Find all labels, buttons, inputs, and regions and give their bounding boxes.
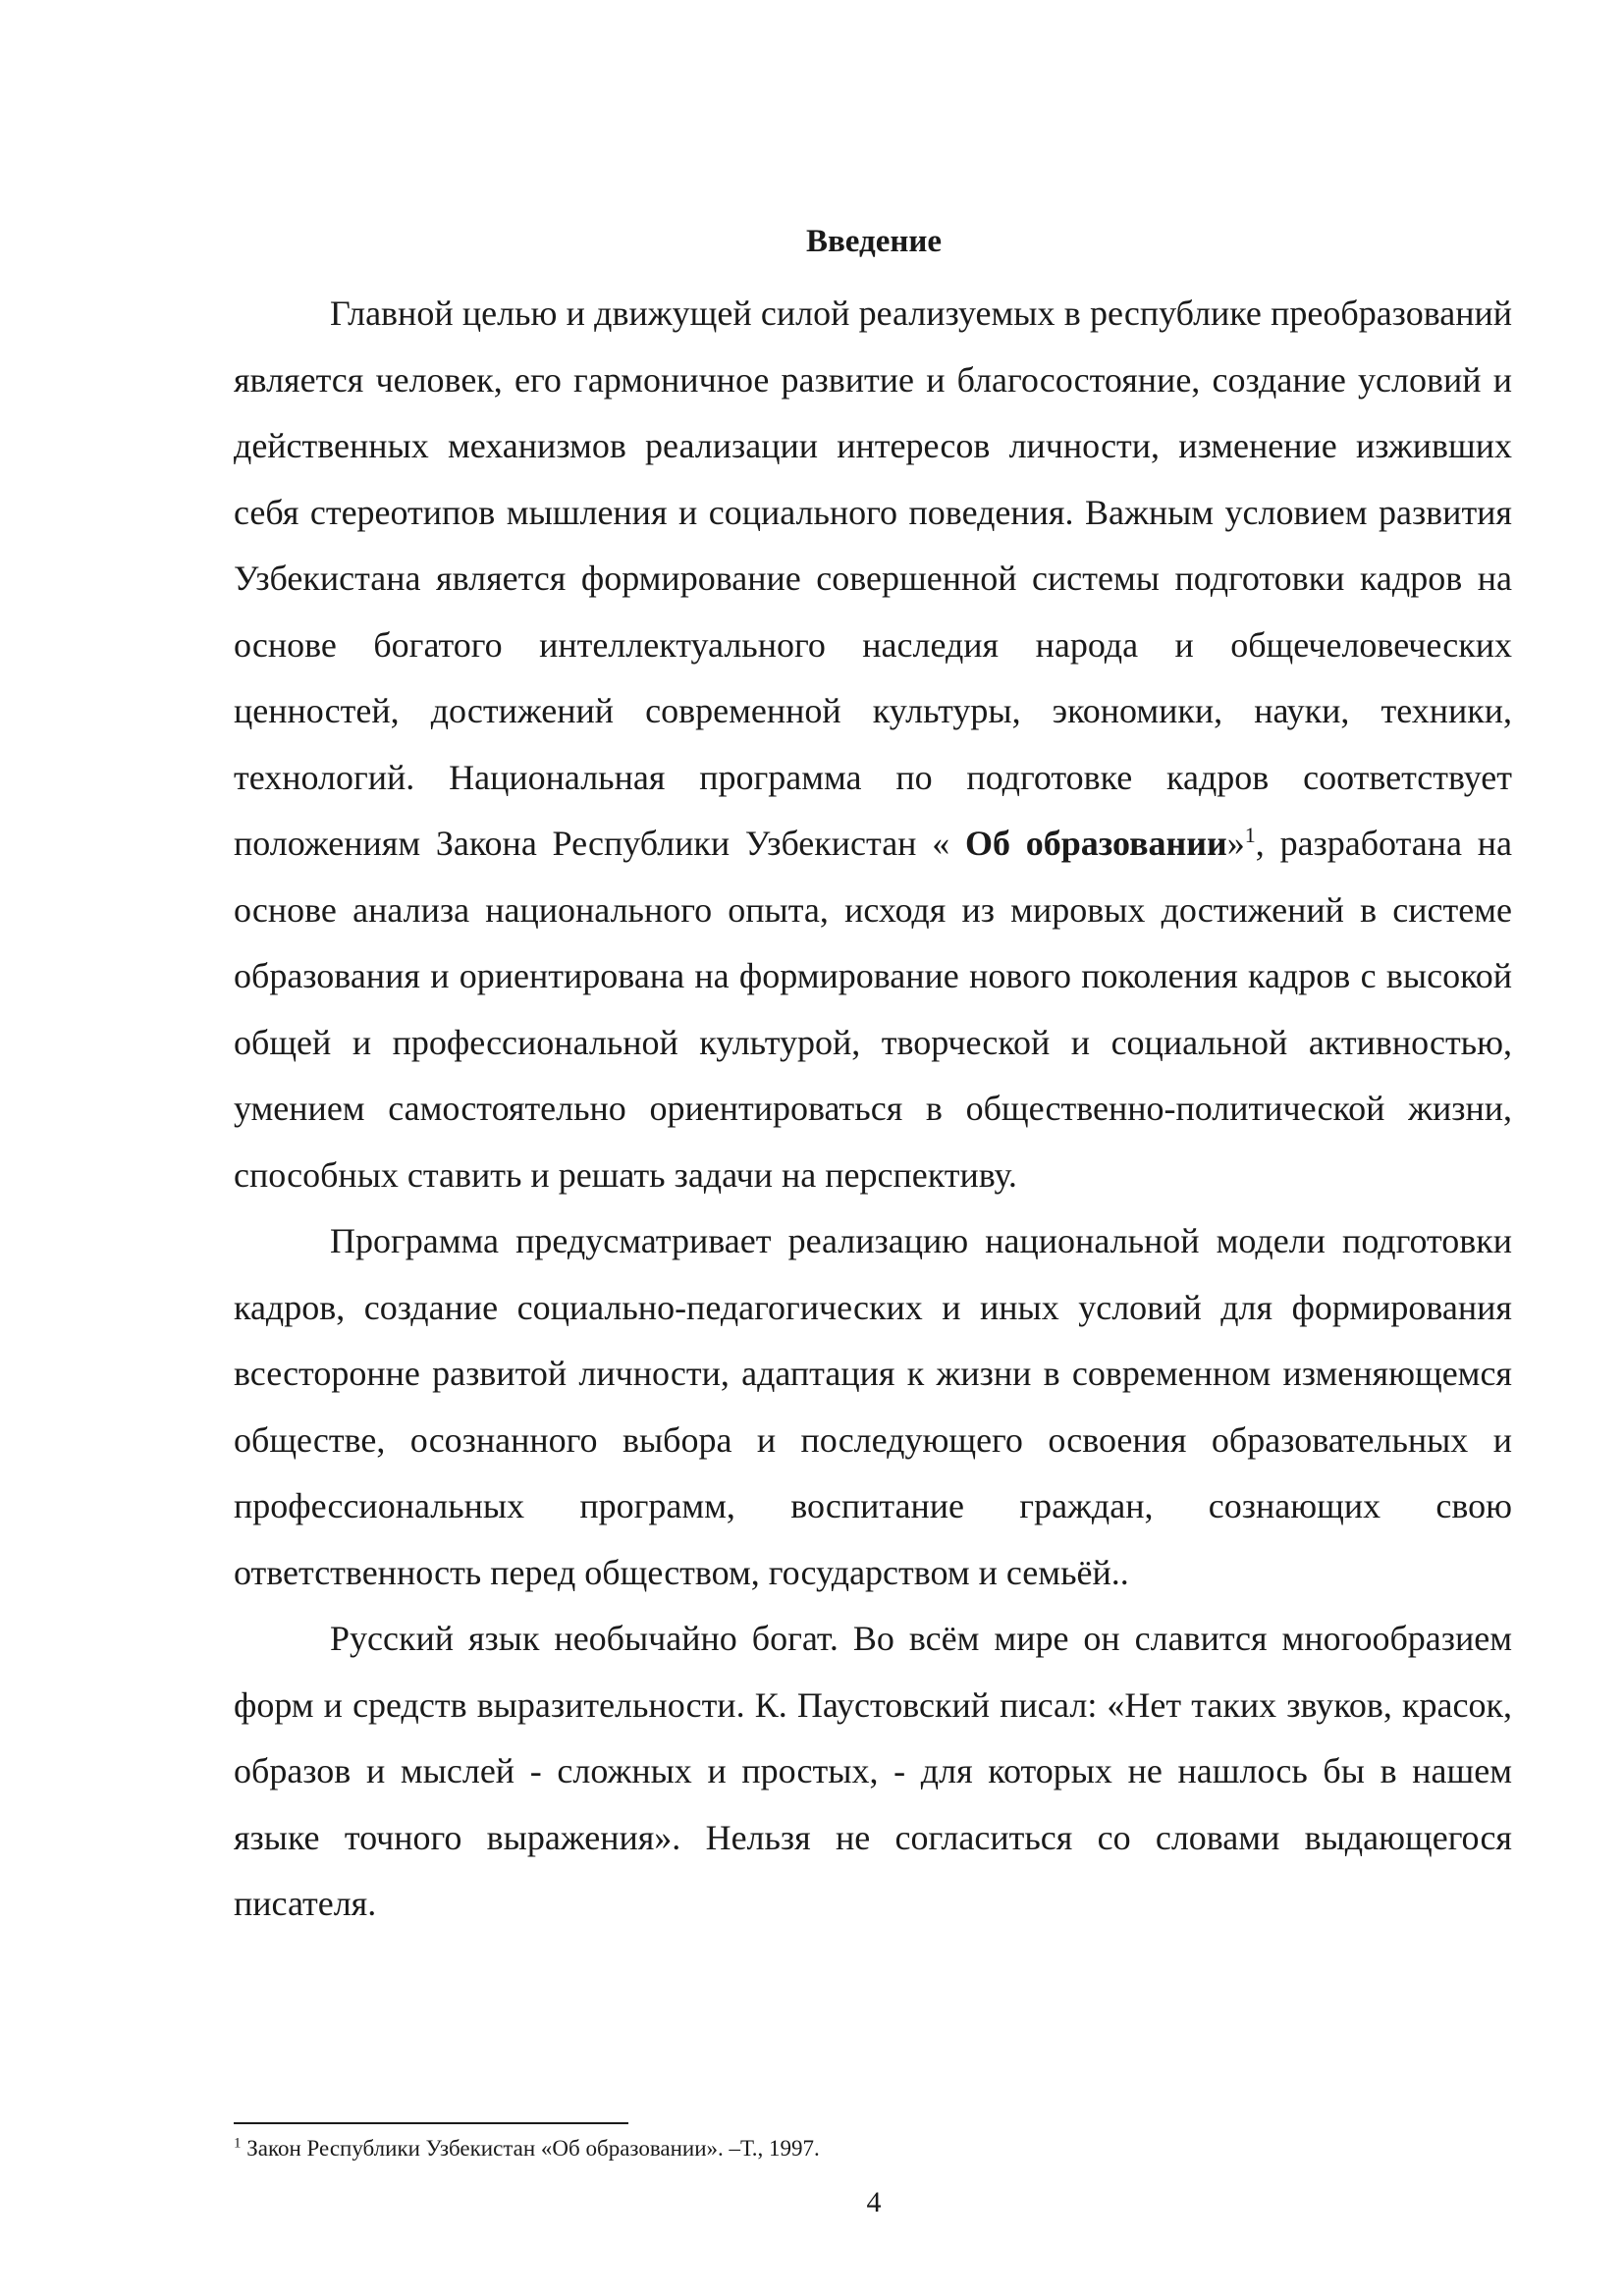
- paragraph-2: Программа предусматривает реализацию национальной модели подготовки кадров, создание социально-педагогических и иных условий для формирования всесторонне развитой личности, адаптация к жизни в современном изменяющемся обществе, осознанного выбора и последующего освоения образовательных и профессиональных программ, воспитание граждан, сознающих свою ответственность перед обществом, государством и семьёй..: [234, 1221, 1512, 1592]
- page-number: 4: [866, 2186, 882, 2218]
- paragraph-1-text-after: , разработана на основе анализа национального опыта, исходя из мировых достижений в системе образования и ориентирована на формирование нового поколения кадров с высокой общей и профессиональной культурой, творческой и социальной активностью, умением самостоятельно ориентироваться в общественно-политической жизни, способных ставить и решать задачи на перспективу.: [234, 824, 1512, 1195]
- paragraph-1-text-before: Главной целью и движущей силой реализуемых в республике преобразований является человек, его гармоничное развитие и благосостояние, создание условий и действенных механизмов реализации интересов личности, изменение изживших себя стереотипов мышления и социального поведения. Важным условием развития Узбекистана является формирование совершенной системы подготовки кадров на основе богатого интеллектуального наследия народа и общечеловеческих ценностей, достижений современной культуры, экономики, науки, техники, технологий. Национальная программа по подготовке кадров соответствует положениям Закона Республики Узбекистан «: [234, 294, 1512, 863]
- footnote: [234, 2132, 1512, 2165]
- paragraph-1: [234, 281, 1512, 1208]
- body-text: [234, 281, 1512, 1938]
- paragraph-3: Русский язык необычайно богат. Во всём мире он славится многообразием форм и средств выразительности. К. Паустовский писал: «Нет таких звуков, красок, образов и мыслей - сложных и простых, - для которых не нашлось бы в нашем языке точного выражения». Нельзя не согласиться со словами выдающегося писателя.: [234, 1619, 1512, 1923]
- footnote-separator: [234, 2122, 628, 2124]
- footnote-text: Закон Республики Узбекистан «Об образовании». –Т., 1997.: [241, 2136, 820, 2161]
- page-title: Введение: [805, 224, 943, 259]
- law-title-emphasis: Об образовании: [964, 824, 1227, 863]
- footnote-reference: 1: [1244, 823, 1256, 847]
- footnote-number: 1: [234, 2135, 242, 2152]
- closing-quote: »: [1226, 824, 1245, 863]
